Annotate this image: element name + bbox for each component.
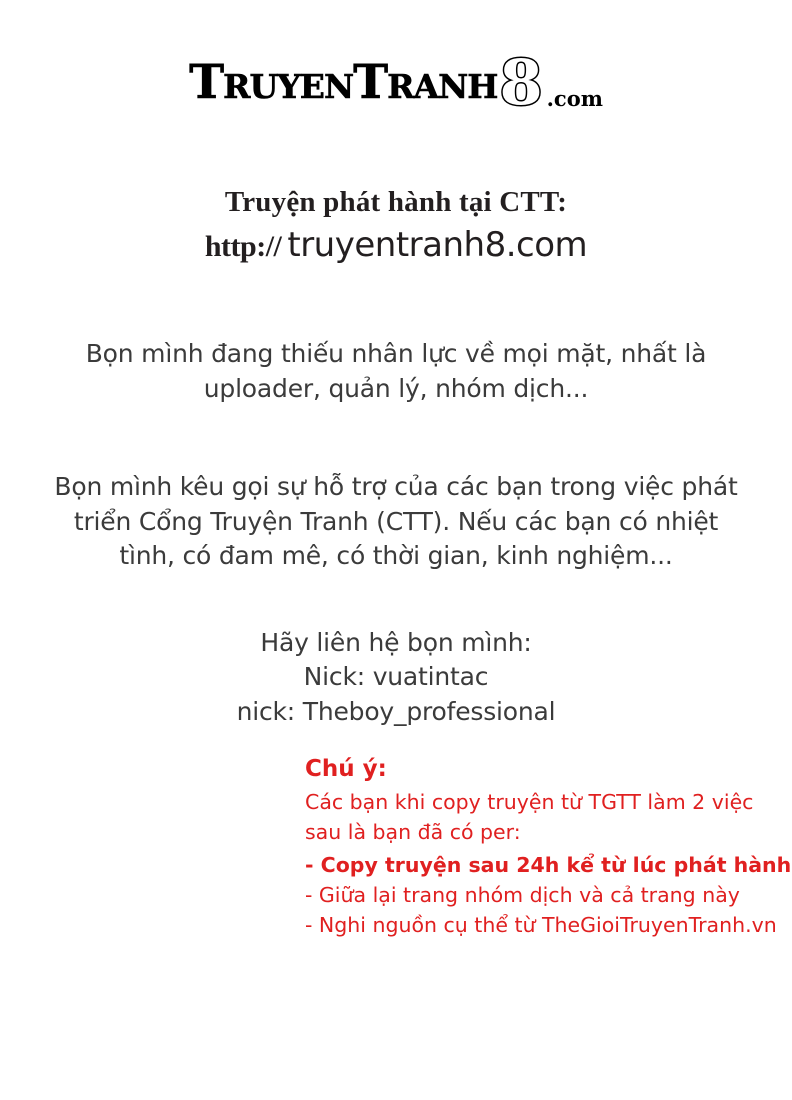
notice-rule-2: - Giữa lại trang nhóm dịch và cả trang này (305, 883, 740, 908)
paragraph-recruiting: Bọn mình đang thiếu nhân lực về mọi mặt, nhất là uploader, quản lý, nhóm dịch... (85, 339, 707, 403)
contact-nick-1: Nick: vuatintac (303, 662, 489, 691)
published-at-label: Truyện phát hành tại CTT: (224, 186, 568, 218)
url-scheme: http:// (204, 230, 282, 263)
logo-eight-badge: 8 (499, 46, 543, 119)
notice-block (305, 756, 791, 941)
notice-intro-line-1: Các bạn khi copy truyện từ TGTT làm 2 việc (305, 790, 754, 814)
notice-rule-3: - Nghi nguồn cụ thể từ TheGioiTruyenTranh.vn (305, 912, 777, 937)
logo-wordmark: TruyenTranh (189, 55, 498, 110)
contact-heading: Hãy liên hệ bọn mình: (260, 627, 532, 657)
contact-nick-2: nick: Theboy_professional (236, 696, 556, 726)
site-url (0, 225, 792, 265)
notice-rule-1: - Copy truyện sau 24h kể từ lúc phát hành (305, 853, 792, 878)
paragraph-call-for-support: Bọn mình kêu gọi sự hỗ trợ của các bạn trong việc phát triển Cổng Truyện Tranh (CTT). Nếu các bạn có nhiệt tình, có đam mê, có thời gian, kinh nghiệm... (54, 472, 738, 570)
site-logo (0, 0, 792, 138)
notice-intro-line-2: sau là bạn đã có per: (305, 819, 521, 844)
logo-lockup (189, 46, 603, 119)
logo-tld: .com (546, 86, 603, 111)
notice-title: Chú ý: (305, 756, 387, 782)
url-domain[interactable]: truyentranh8.com (287, 225, 588, 265)
